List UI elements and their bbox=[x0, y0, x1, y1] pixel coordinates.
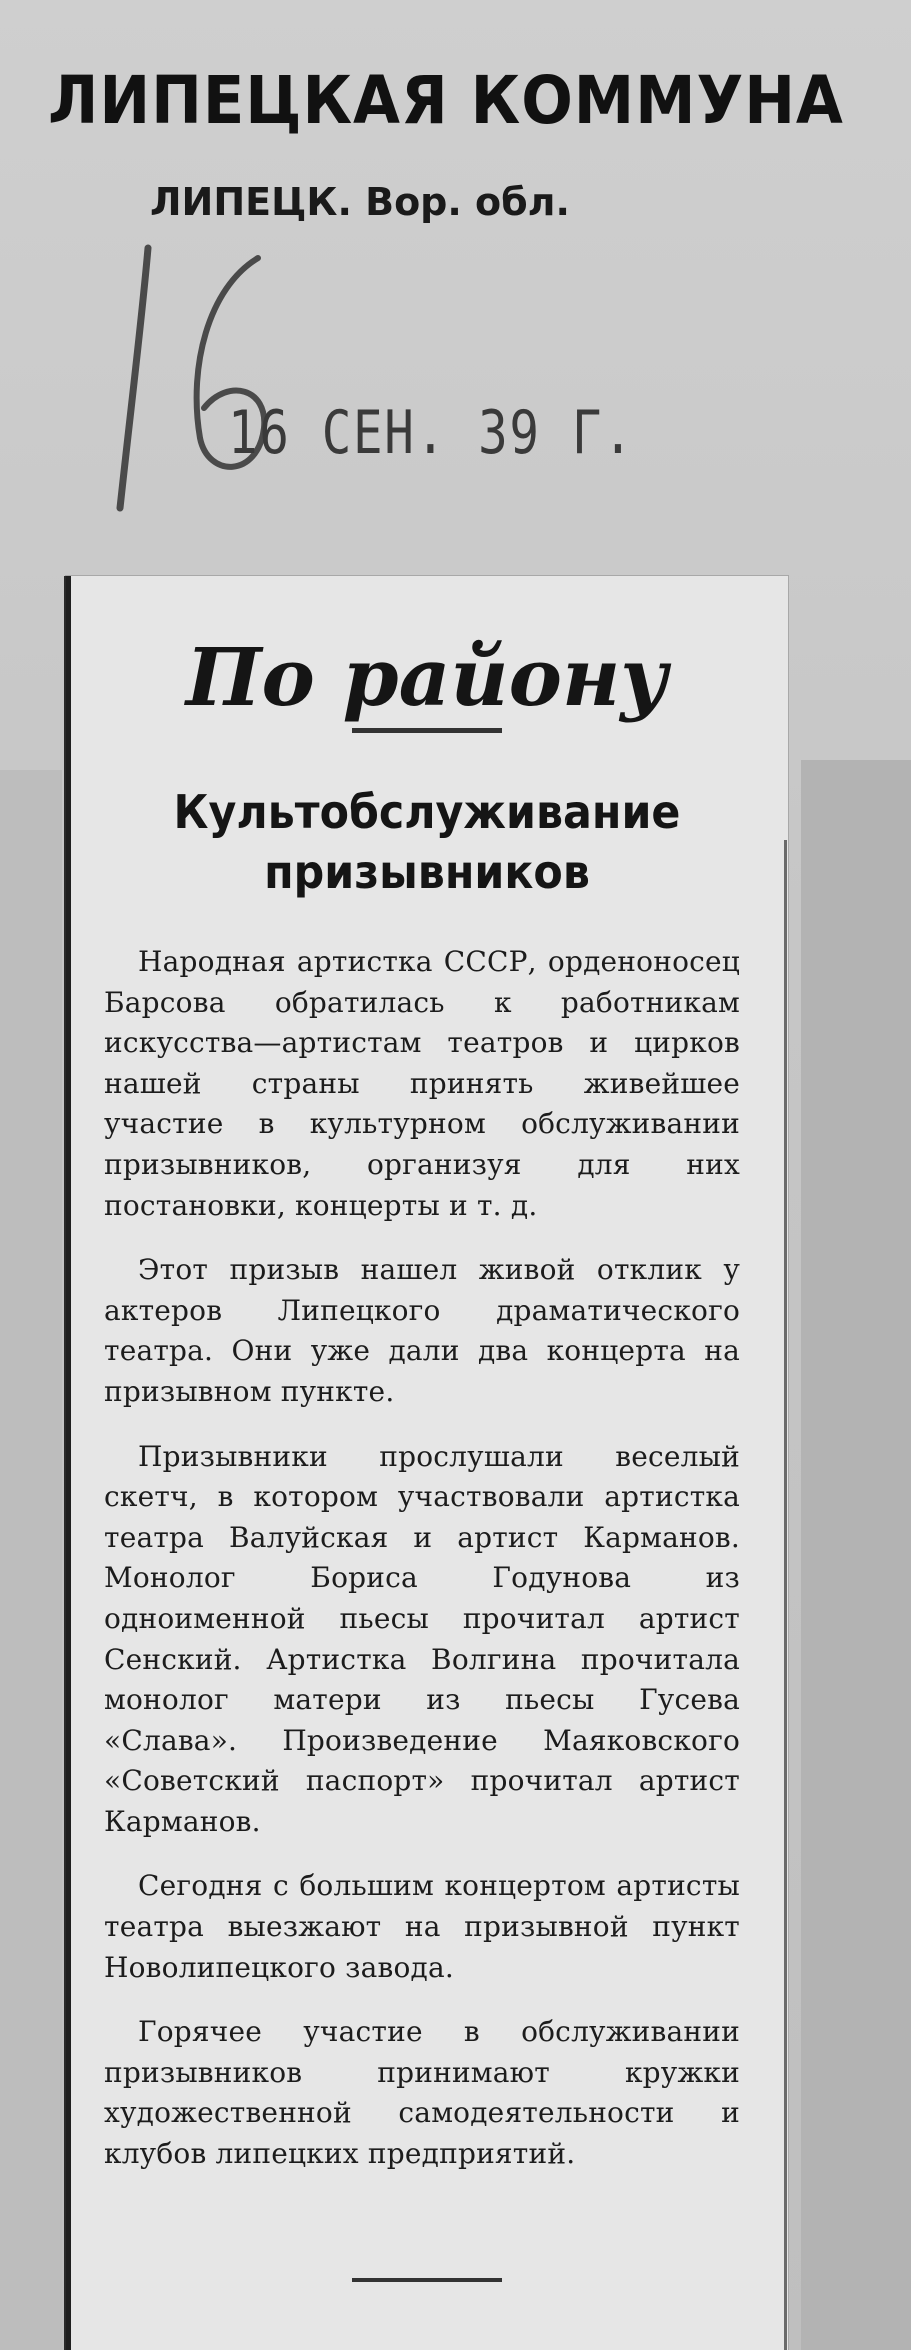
article-end-divider bbox=[352, 2278, 502, 2282]
newspaper-clipping bbox=[66, 576, 788, 2350]
article-paragraph: Этот призыв нашел живой отклик у актеров Липецкого драматического театра. Они уже дали два концерта на призывном пункте. bbox=[104, 1253, 740, 1408]
clipping-right-rule bbox=[784, 840, 787, 2350]
newspaper-masthead: ЛИПЕЦКАЯ КОММУНА bbox=[48, 62, 844, 139]
article-paragraph: Призывники прослушали веселый скетч, в котором участвовали артистка театра Валуйская и артист Карманов. Монолог Бориса Годунова из одноименной пьесы прочитал артист Сенский. Артистка Волгина прочитала монолог матери из пьесы Гусева «Слава». Произведение Маяковского «Советский паспорт» прочитал артист Карманов. bbox=[104, 1439, 740, 1838]
backing-strip-left bbox=[0, 770, 62, 2350]
article-paragraph: Сегодня с большим концертом артисты театра выезжают на призывной пункт Новолипецкого завода. bbox=[104, 1869, 740, 1984]
clipping-left-rule bbox=[66, 576, 71, 2350]
article-body bbox=[104, 942, 740, 2199]
backing-strip-right bbox=[801, 760, 911, 2350]
date-stamp: 16 СЕН. 39 Г. bbox=[228, 398, 635, 468]
article-paragraph: Народная артистка СССР, орденоносец Барсова обратилась к работникам искусства—артистам театров и цирков нашей страны принять живейшее участие в культурном обслуживании призывников, организуя для них постановки, концерты и т. д. bbox=[104, 945, 740, 1222]
handwritten-number-16 bbox=[108, 228, 278, 528]
article-title: Культобслуживание призывников bbox=[173, 785, 681, 899]
section-title: По району bbox=[185, 630, 669, 724]
article-paragraph: Горячее участие в обслуживании призывников принимают кружки художественной самодеятельности и клубов липецких предприятий. bbox=[104, 2015, 740, 2171]
title-ornament-divider bbox=[352, 728, 502, 733]
newspaper-location: ЛИПЕЦК. Вор. обл. bbox=[150, 180, 570, 224]
